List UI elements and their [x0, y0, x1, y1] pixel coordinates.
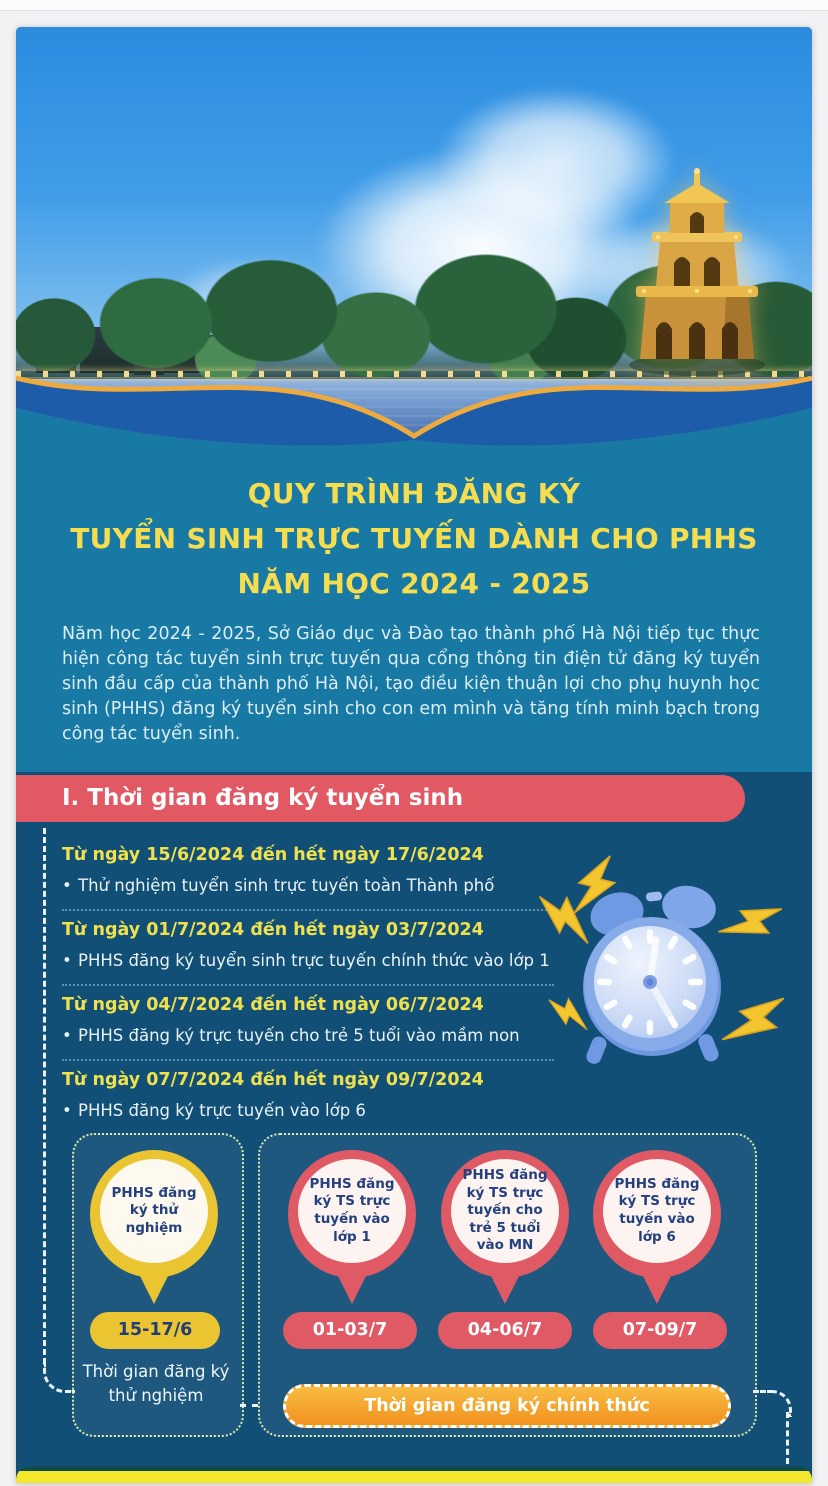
page-title-line-2: TUYỂN SINH TRỰC TUYẾN DÀNH CHO PHHS [70, 522, 758, 555]
intro-paragraph: Năm học 2024 - 2025, Sở Giáo dục và Đào tạo thành phố Hà Nội tiếp tục thực hiện công tác tuyển sinh trực tuyến qua cổng thông tin điện tử đăng ký tuyển sinh đầu cấp của thành phố Hà Nội, tạo điều kiện thuận lợi cho phụ huynh học sinh (PHHS) đăng ký tuyển sinh cho con em mình và tăng tính minh bạch trong công tác tuyển sinh. [62, 624, 760, 744]
page-title [16, 457, 812, 606]
trial-period-label: Thời gian đăng ký thử nghiệm [82, 1362, 230, 1405]
timeline-dates: Từ ngày 07/7/2024 đến hết ngày 09/7/2024 [62, 1070, 484, 1090]
next-section-bar [16, 1466, 812, 1483]
pin-circle [593, 1150, 721, 1278]
pin-text: PHHS đăng ký TS trực tuyến cho trẻ 5 tuổi vào MN [451, 1159, 559, 1263]
lightning-bolt-icon [720, 982, 794, 1061]
page-title-line-3: NĂM HỌC 2024 - 2025 [237, 567, 591, 600]
section-registration-time [16, 772, 812, 1483]
bar-yellow-strip [16, 1471, 812, 1483]
map-pin-grade1 [288, 1150, 416, 1304]
official-period-label: Thời gian đăng ký chính thức [283, 1384, 731, 1428]
map-pin-kindergarten [441, 1150, 569, 1304]
map-pin-grade6 [593, 1150, 721, 1304]
date-pill-grade1: 01-03/7 [283, 1312, 417, 1349]
pin-text: PHHS đăng ký thử nghiệm [100, 1159, 208, 1263]
dashed-flow-line-left [43, 828, 46, 1364]
infographic-card [16, 27, 812, 1483]
pin-text: PHHS đăng ký TS trực tuyến vào lớp 1 [298, 1159, 406, 1263]
timeline-entry [62, 1061, 554, 1134]
dashed-connector [240, 1404, 258, 1407]
timeline-entry [62, 911, 554, 986]
page-top-strip [0, 0, 828, 11]
timeline-dates: Từ ngày 15/6/2024 đến hết ngày 17/6/2024 [62, 845, 484, 865]
timeline-dates: Từ ngày 01/7/2024 đến hết ngày 03/7/2024 [62, 920, 484, 940]
dashed-flow-line-right-horizontal [753, 1390, 773, 1393]
wave-divider [16, 348, 812, 457]
date-pill-trial: 15-17/6 [90, 1312, 220, 1349]
pin-circle [441, 1150, 569, 1278]
date-pill-grade6: 07-09/7 [593, 1312, 727, 1349]
dashed-flow-curve-left [43, 1364, 75, 1393]
timeline-entry [62, 836, 554, 911]
header-section [16, 457, 812, 772]
pin-text: PHHS đăng ký TS trực tuyến vào lớp 6 [603, 1159, 711, 1263]
date-pill-kindergarten: 04-06/7 [438, 1312, 572, 1349]
lightning-bolt-icon [717, 890, 789, 957]
timeline-entry [62, 986, 554, 1061]
pin-circle [90, 1150, 218, 1278]
dashed-flow-line-right [786, 1412, 789, 1464]
hero-photo-hoan-kiem-lake [16, 27, 812, 457]
pin-circle [288, 1150, 416, 1278]
section-heading-banner: I. Thời gian đăng ký tuyển sinh [16, 775, 745, 822]
timeline-detail: • PHHS đăng ký trực tuyến cho trẻ 5 tuổi vào mầm non [62, 1025, 554, 1047]
alarm-clock-icon [529, 840, 801, 1082]
timeline-detail: • PHHS đăng ký trực tuyến vào lớp 6 [62, 1100, 554, 1122]
map-pin-trial [90, 1150, 218, 1304]
timeline-dates: Từ ngày 04/7/2024 đến hết ngày 06/7/2024 [62, 995, 484, 1015]
timeline-detail: • PHHS đăng ký tuyển sinh trực tuyến chính thức vào lớp 1 [62, 950, 554, 972]
turtle-tower-illustration [622, 167, 772, 377]
timeline-detail: • Thử nghiệm tuyển sinh trực tuyến toàn Thành phố [62, 875, 554, 897]
page-title-line-1: QUY TRÌNH ĐĂNG KÝ [247, 477, 581, 510]
timeline-list [62, 836, 554, 1134]
